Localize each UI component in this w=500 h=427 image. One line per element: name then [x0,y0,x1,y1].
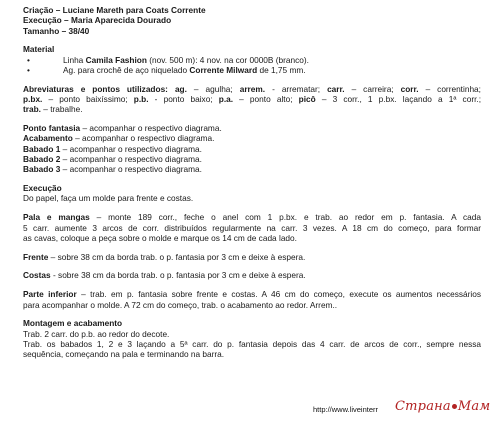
bullet-icon: • [27,54,30,65]
bullet-icon: • [27,64,30,75]
abbr-term: ag. [174,83,187,94]
assembly-line: Trab. 2 carr. do p.b. ao redor do decote. [23,328,170,339]
watermark-text: Страна [395,399,451,414]
material-heading: Material [23,44,55,55]
costas-term: Costas [23,270,51,281]
pattern-line [23,133,481,143]
pattern-line [23,164,481,174]
frente-paragraph [23,252,481,262]
watermark-text: Мам [457,399,491,414]
assembly-line: sequência, começando na pala e terminando na barra. [23,349,225,360]
text: Ag. para crochê de aço niquelado [63,64,190,75]
pattern-desc: – acompanhar o respectivo diagrama. [80,123,222,134]
abbr-desc: – ponto alto; [233,94,299,105]
text-bold: Corrente Milward [189,64,258,75]
pattern-line [23,123,481,133]
abbr-desc: – 3 corr., 1 p.bx. laçando a 1ª corr.; [315,94,482,105]
execution-intro: Do papel, faça um molde para frente e costas. [23,193,194,204]
costas-paragraph [23,270,481,280]
abbr-term: picô [298,94,316,105]
abbr-term: trab. [23,104,41,115]
pala-term: Pala e mangas [23,212,90,223]
material-item-text [63,65,306,75]
pattern-term: Acabamento [23,133,73,144]
abbreviations-heading: Abreviaturas e pontos utilizados: [23,83,168,94]
material-item-text [63,55,309,65]
material-item [23,55,481,65]
abbr-desc: – agulha; [186,83,240,94]
pattern-term: Ponto fantasia [23,123,81,134]
assembly-line: Trab. os babados 1, 2 e 3 laçando a 5ª carr. do p. fantasia depois das 4 carr. de arcos de corr., sempre nessa [23,338,481,349]
abbr-term: p.a. [218,94,234,105]
pattern-term: Babado 2 [23,154,61,165]
pala-line-3: as cavas, coloque a peça sobre o molde e marque os 14 cm de cada lado. [23,232,297,243]
watermark-dot-icon [452,404,457,409]
source-url[interactable]: http://www.liveinterr [313,405,379,414]
pattern-desc: – acompanhar o respectivo diagrama. [60,154,202,165]
pattern-line [23,144,481,154]
costas-text: - sobre 38 cm da borda trab. o p. fantasia por 3 cm e deixe à espera. [50,270,306,281]
text: de 1,75 mm. [257,64,306,75]
frente-term: Frente [23,251,49,262]
abbr-desc: - ponto baixo; [148,94,219,105]
pattern-desc: – acompanhar o respectivo diagrama. [72,133,215,144]
document-page [23,5,481,360]
abbreviations-line-3 [23,104,481,114]
inferior-line-1 [23,289,481,299]
abbr-term: arrem. [239,83,266,94]
assembly-heading: Montagem e acabamento [23,318,123,329]
size-line: Tamanho – 38/40 [23,25,90,36]
abbr-term: p.bx. [23,94,43,105]
abbr-desc: – trabalhe. [40,104,83,115]
pala-text: – monte 189 corr., feche o anel com 1 p.bx. e trab. ao redor em p. fantasia. A cada [89,212,481,223]
pattern-line [23,154,481,164]
watermark-logo [395,399,490,414]
abbr-term: p.b. [133,94,149,105]
frente-text: – sobre 38 cm da borda trab. o p. fantasia por 3 cm e deixe à espera. [48,251,306,262]
pattern-desc: – acompanhar o respectivo diagrama. [60,164,202,175]
abbr-desc: – ponto baixíssimo; [42,94,134,105]
text: Linha [63,54,86,65]
pala-line-2: 5 carr. aumente 3 arcos de corr. distribuídos regularmente na carr. 3 vezes. A 18 cm do começo, para formar [23,222,481,233]
abbr-desc: – correntinha; [418,83,481,94]
abbr-term: carr. [327,83,345,94]
pattern-term: Babado 1 [23,143,61,154]
abbreviations-line-2 [23,94,481,104]
inferior-line-2: para acompanhar o molde. A 72 cm do começo, trab. o acabamento ao redor. Arrem.. [23,299,338,310]
credit-execution: Execução – Maria Aparecida Dourado [23,15,172,26]
material-item [23,65,481,75]
abbreviations-line-1 [23,84,481,94]
pala-line-1 [23,212,481,222]
pattern-term: Babado 3 [23,164,61,175]
pattern-desc: – acompanhar o respectivo diagrama. [60,143,202,154]
credit-creation: Criação – Luciane Mareth para Coats Corrente [23,5,206,15]
inferior-text: – trab. em p. fantasia sobre frente e costas. A 46 cm do começo, execute os aumentos necessários [76,289,481,300]
abbr-desc: - arrematar; [265,83,328,94]
abbr-desc: – carreira; [344,83,401,94]
execution-heading: Execução [23,183,62,194]
text-bold: Camila Fashion [85,54,147,65]
abbr-term: corr. [400,83,419,94]
text: (nov. 500 m): 4 nov. na cor 0000B (branco). [146,54,309,65]
inferior-term: Parte inferior [23,289,77,300]
